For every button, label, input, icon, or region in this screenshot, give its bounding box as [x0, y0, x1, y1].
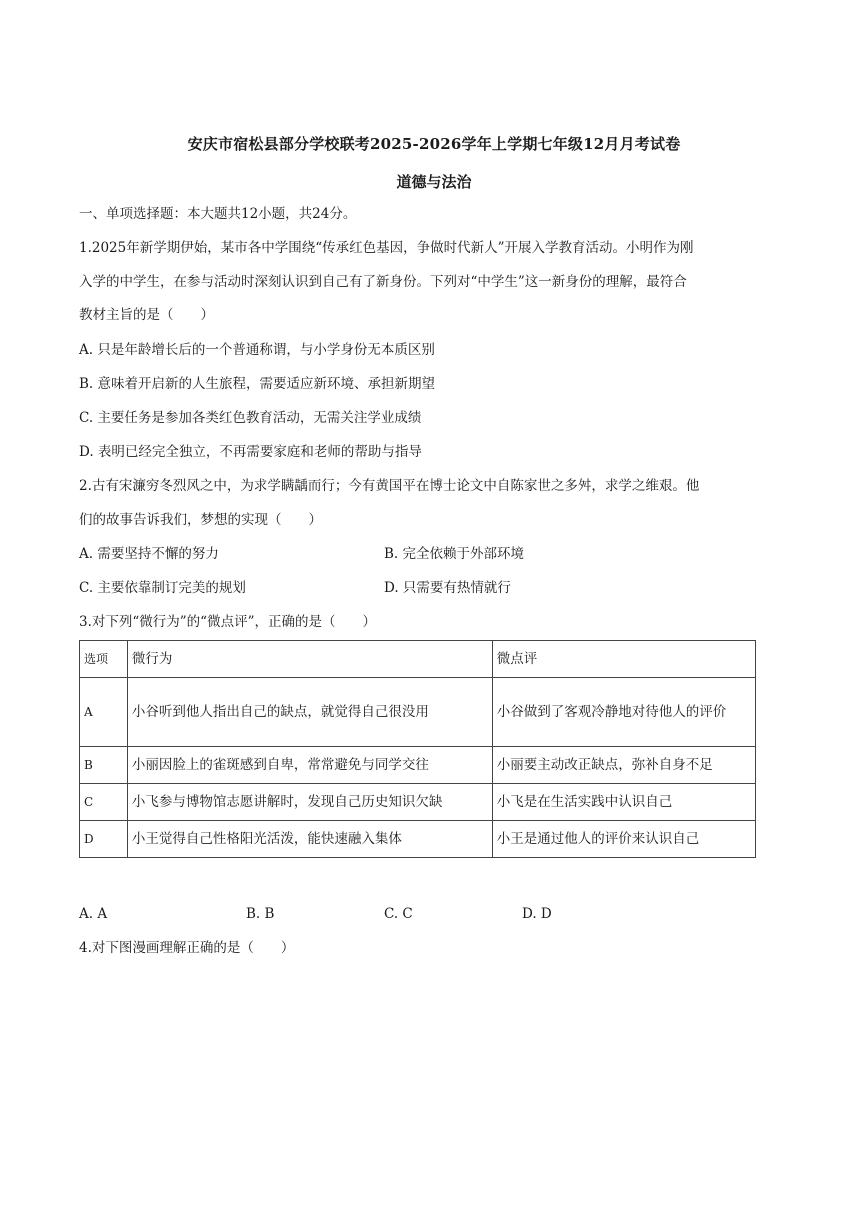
table-cell: 小飞是在生活实践中认识自己 — [492, 784, 755, 821]
q2-option-b: B. 完全依赖于外部环境 — [384, 546, 525, 562]
q3-option-d: D. D — [522, 906, 552, 922]
q4-stem: 4.对下图漫画理解正确的是（ ） — [79, 940, 295, 956]
q1-option-a: A. 只是年龄增长后的一个普通称谓，与小学身份无本质区别 — [79, 342, 435, 358]
q1-stem-line1: 1.2025年新学期伊始，某市各中学围绕“传承红色基因，争做时代新人”开展入学教育活动。小明作为刚 — [79, 240, 694, 256]
q3-option-c: C. C — [384, 906, 413, 922]
table-row — [80, 678, 756, 747]
table-cell: 小丽要主动改正缺点，弥补自身不足 — [492, 747, 755, 784]
q3-table — [79, 640, 756, 858]
table-row — [80, 784, 756, 821]
table-cell: 小谷做到了客观冷静地对待他人的评价 — [492, 678, 755, 747]
q2-stem-line1: 2.古有宋濂穷冬烈风之中，为求学瞒龋而行；今有黄国平在博士论文中自陈家世之多舛，求学之维艰。他 — [79, 478, 700, 494]
table-cell: C — [80, 784, 128, 821]
table-header-cell: 选项 — [80, 641, 128, 678]
table-cell: 小王觉得自己性格阳光活泼，能快速融入集体 — [127, 821, 492, 858]
q2-option-d: D. 只需要有热情就行 — [384, 580, 511, 596]
table-cell: 小王是通过他人的评价来认识自己 — [492, 821, 755, 858]
table-cell: 小飞参与博物馆志愿讲解时，发现自己历史知识欠缺 — [127, 784, 492, 821]
table-cell: 小丽因脸上的雀斑感到自卑，常常避免与同学交往 — [127, 747, 492, 784]
table-header-cell: 微行为 — [127, 641, 492, 678]
q3-stem: 3.对下列“微行为”的“微点评”，正确的是（ ） — [79, 614, 376, 630]
table-cell: 小谷听到他人指出自己的缺点，就觉得自己很没用 — [127, 678, 492, 747]
table-header-cell: 微点评 — [492, 641, 755, 678]
q2-option-c: C. 主要依靠制订完美的规划 — [79, 580, 246, 596]
section-heading: 一、单项选择题：本大题共12小题，共24分。 — [79, 206, 357, 222]
q3-option-a: A. A — [79, 906, 108, 922]
q1-stem-line2: 入学的中学生，在参与活动时深刻认识到自己有了新身份。下列对“中学生”这一新身份的理解，最符合 — [79, 274, 687, 290]
table-cell: D — [80, 821, 128, 858]
q1-option-b: B. 意味着开启新的人生旅程，需要适应新环境、承担新期望 — [79, 376, 436, 392]
table-row — [80, 821, 756, 858]
q2-stem-line2: 们的故事告诉我们，梦想的实现（ ） — [79, 512, 322, 528]
q2-option-a: A. 需要坚持不懈的努力 — [79, 546, 219, 562]
table-row — [80, 747, 756, 784]
exam-title: 安庆市宿松县部分学校联考2025-2026学年上学期七年级12月月考试卷 — [187, 135, 681, 153]
q1-stem-line3: 教材主旨的是（ ） — [79, 307, 214, 323]
table-cell: B — [80, 747, 128, 784]
q1-option-d: D. 表明已经完全独立，不再需要家庭和老师的帮助与指导 — [79, 444, 422, 460]
q1-option-c: C. 主要任务是参加各类红色教育活动，无需关注学业成绩 — [79, 410, 422, 426]
table-cell: A — [80, 678, 128, 747]
q3-option-b: B. B — [246, 906, 275, 922]
exam-subject: 道德与法治 — [396, 173, 472, 191]
table-header-row — [80, 641, 756, 678]
